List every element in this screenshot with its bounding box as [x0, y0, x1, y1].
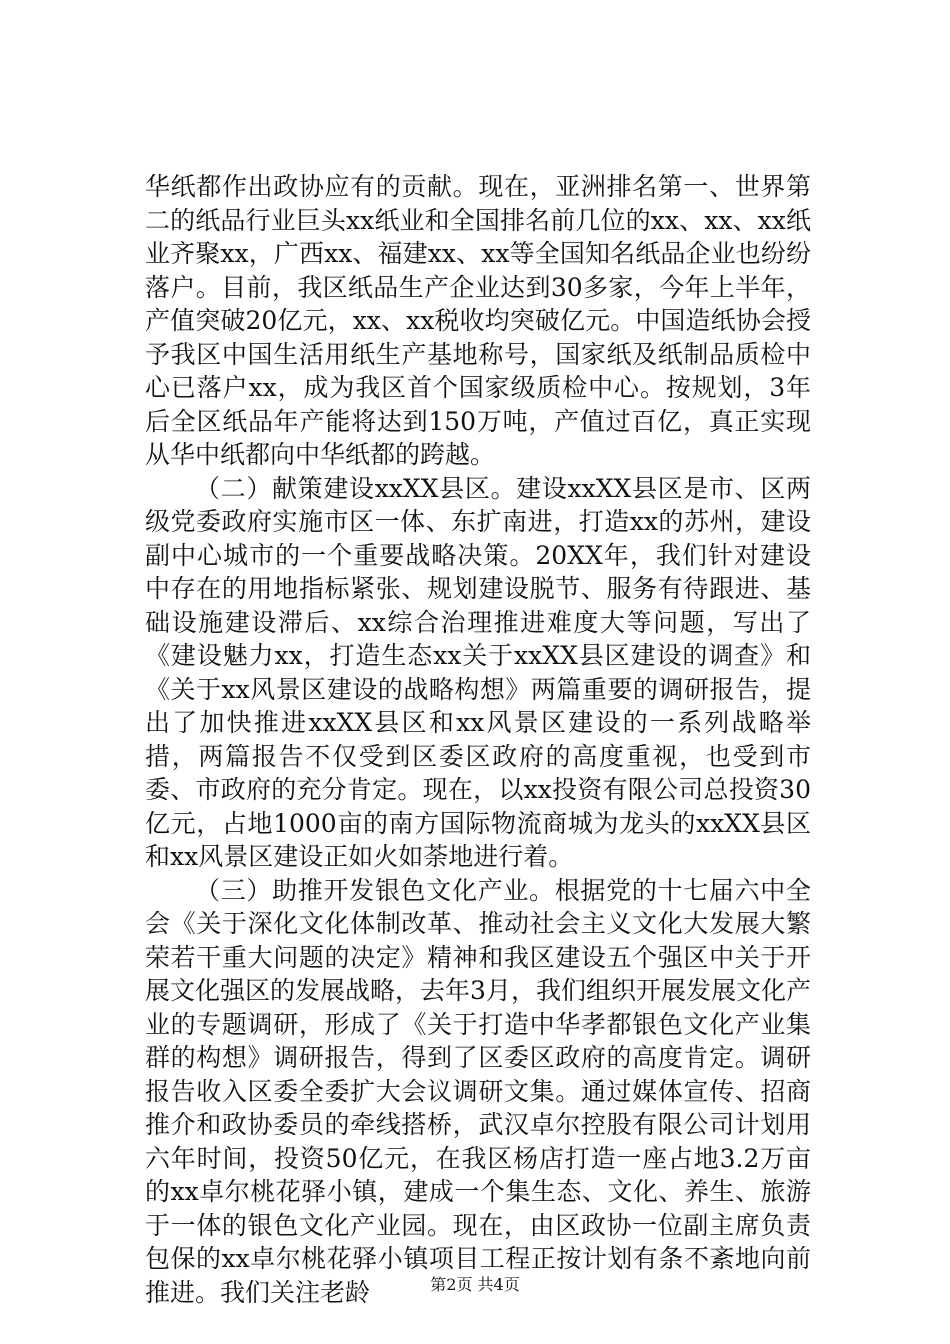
paragraph-2: （二）献策建设xxXX县区。建设xxXX县区是市、区两级党委政府实施市区一体、东扩南进，打造xx的苏州，建设副中心城市的一个重要战略决策。20XX年，我们针对建设中存在的用地指标紧张、规划建设脱节、服务有待跟进、基础设施建设滞后、xx综合治理推进难度大等问题，写出了《建设魅力xx，打造生态xx关于xxXX县区建设的调查》和《关于xx风景区建设的战略构想》两篇重要的调研报告，提出了加快推进xxXX县区和xx风景区建设的一系列战略举措，两篇报告不仅受到区委区政府的高度重视，也受到市委、市政府的充分肯定。现在，以xx投资有限公司总投资30亿元，占地1000亩的南方国际物流商城为龙头的xxXX县区和xx风景区建设正如火如荼地进行着。 — [145, 473, 811, 871]
document-body — [145, 170, 811, 1309]
page-footer: 第2页 共4页 — [430, 1275, 520, 1294]
paragraph-1: 华纸都作出政协应有的贡献。现在，亚洲排名第一、世界第二的纸品行业巨头xx纸业和全国排名前几位的xx、xx、xx纸业齐聚xx，广西xx、福建xx、xx等全国知名纸品企业也纷纷落户。目前，我区纸品生产企业达到30多家，今年上半年，产值突破20亿元，xx、xx税收均突破亿元。中国造纸协会授予我区中国生活用纸生产基地称号，国家纸及纸制品质检中心已落户xx，成为我区首个国家级质检中心。按规划，3年后全区纸品年产能将达到150万吨，产值过百亿，真正实现从华中纸都向中华纸都的跨越。 — [145, 172, 811, 469]
paragraph-3: （三）助推开发银色文化产业。根据党的十七届六中全会《关于深化文化体制改革、推动社会主义文化大发展大繁荣若干重大问题的决定》精神和我区建设五个强区中关于开展文化强区的发展战略，去年3月，我们组织开展发展文化产业的专题调研，形成了《关于打造中华孝都银色文化产业集群的构想》调研报告，得到了区委区政府的高度肯定。调研报告收入区委全委扩大会议调研文集。通过媒体宣传、招商推介和政协委员的牵线搭桥，武汉卓尔控股有限公司计划用六年时间，投资50亿元，在我区杨店打造一座占地3.2万亩的xx卓尔桃花驿小镇，建成一个集生态、文化、养生、旅游于一体的银色文化产业园。现在，由区政协一位副主席负责包保的xx卓尔桃花驿小镇项目工程正按计划有条不紊地向前推进。我们关注老龄 — [145, 875, 811, 1307]
